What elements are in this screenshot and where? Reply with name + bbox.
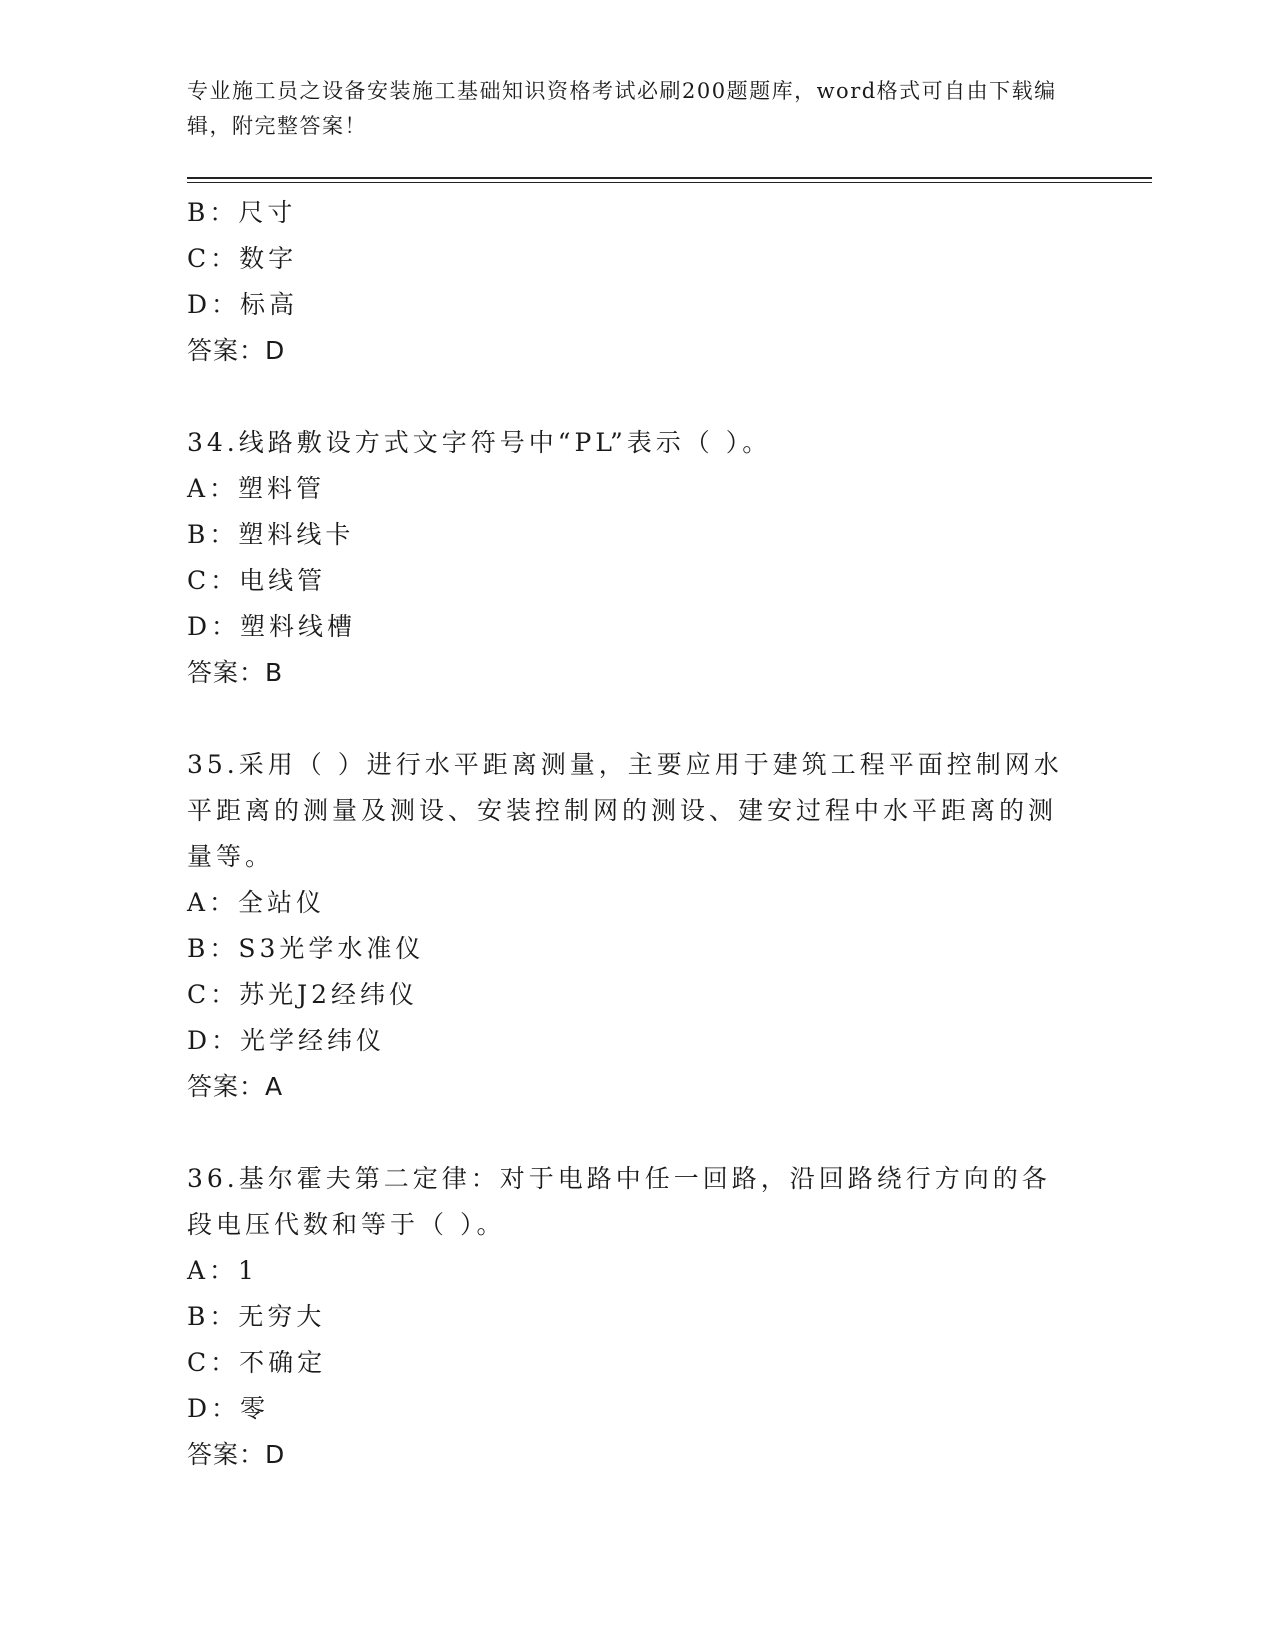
option-d: D：标高	[187, 290, 299, 319]
document-header	[187, 74, 1077, 144]
question-36	[187, 1156, 1087, 1478]
option-c: C：电线管	[187, 566, 327, 595]
header-divider-thin	[187, 182, 1152, 183]
answer-line: 答案：D	[187, 1440, 286, 1469]
question-33-continued	[187, 190, 1087, 374]
option-d: D：零	[187, 1394, 270, 1423]
answer-line: 答案：D	[187, 336, 286, 365]
option-a: A：塑料管	[187, 474, 326, 503]
question-text: 34.线路敷设方式文字符号中“PL”表示（ ）。	[187, 428, 772, 457]
option-d: D：光学经纬仪	[187, 1026, 386, 1055]
option-a: A：1	[187, 1256, 258, 1285]
question-35	[187, 742, 1087, 1110]
question-34	[187, 420, 1087, 696]
option-b: B：塑料线卡	[187, 520, 355, 549]
answer-line: 答案：B	[187, 658, 284, 687]
answer-line: 答案：A	[187, 1072, 284, 1101]
question-text: 35.采用（ ）进行水平距离测量，主要应用于建筑工程平面控制网水平距离的测量及测设、安装控制网的测设、建安过程中水平距离的测量等。	[187, 750, 1063, 871]
header-title: 专业施工员之设备安装施工基础知识资格考试必刷200题题库，word格式可自由下载编辑，附完整答案！	[187, 79, 1057, 138]
option-c: C：数字	[187, 244, 298, 273]
option-b: B：S3光学水准仪	[187, 934, 425, 963]
option-d: D：塑料线槽	[187, 612, 357, 641]
option-c: C：苏光J2经纬仪	[187, 980, 419, 1009]
header-divider-thick	[187, 177, 1152, 179]
question-text: 36.基尔霍夫第二定律：对于电路中任一回路，沿回路绕行方向的各段电压代数和等于（ ）。	[187, 1164, 1051, 1239]
question-list	[187, 190, 1087, 1478]
option-b: B：无穷大	[187, 1302, 326, 1331]
option-a: A：全站仪	[187, 888, 326, 917]
option-b: B：尺寸	[187, 198, 297, 227]
option-c: C：不确定	[187, 1348, 327, 1377]
